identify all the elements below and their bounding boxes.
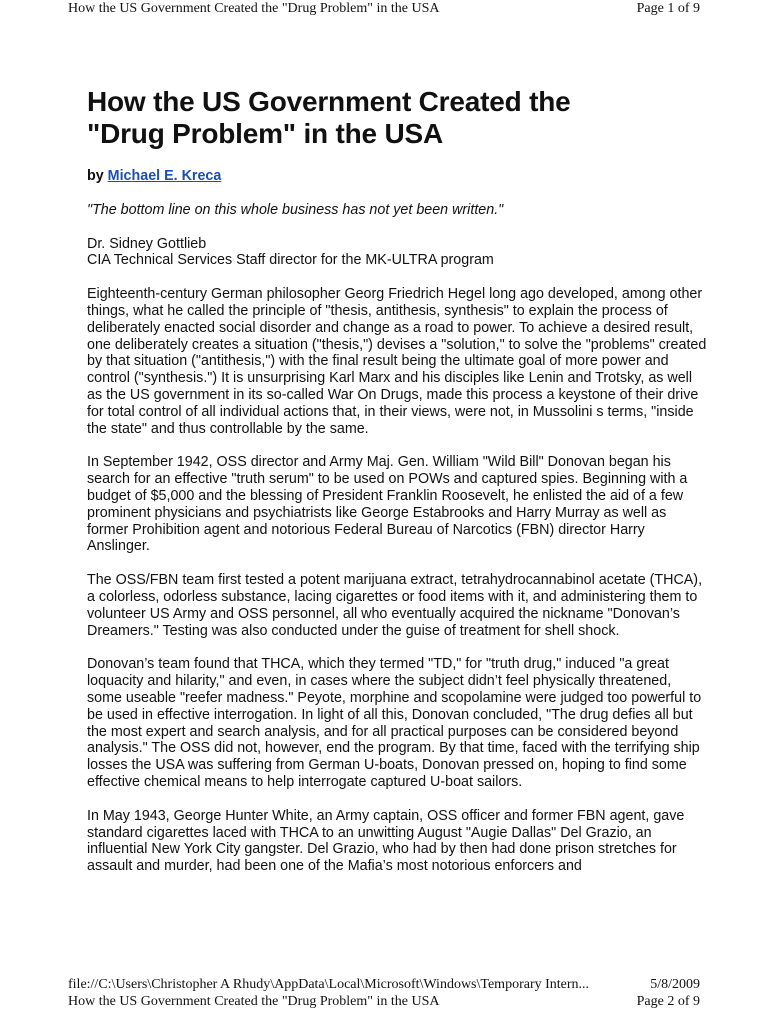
paragraph-1: Eighteenth-century German philosopher Georg Friedrich Hegel long ago developed, among other things, what he called the principle of "thesis, antithesis, synthesis" to explain the process of deliberately enacted social disorder and change as a road to power. To achieve a desired result, one deliberately creates a situation ("thesis,") devises a "solution," to solve the "problems" created by that situation ("antithesis,") with the final result being the ultimate goal of more power and control ("synthesis.") It is unsurprising Karl Marx and his disciples like Lenin and Trotsky, as well as the US government in its so-called War On Drugs, made this process a keystone of their drive for total control of all individual actions that, in their views, were not, in Mussolini s terms, "inside the state" and thus controllable by the same. (87, 286, 707, 437)
header-page-number: Page 1 of 9 (636, 1, 700, 16)
attribution-name: Dr. Sidney Gottlieb (87, 235, 207, 252)
paragraph-3: The OSS/FBN team first tested a potent marijuana extract, tetrahydrocannabinol acetate (THCA), a colorless, odorless substance, lacing cigarettes or food items with it, and administering them to volunteer US Army and OSS personnel, all who eventually acquired the nickname "Donovan’s Dreamers." Testing was also conducted under the guise of treatment for shell shock. (87, 572, 703, 639)
next-page-number: Page 2 of 9 (636, 994, 700, 1009)
paragraph-5: In May 1943, George Hunter White, an Army captain, OSS officer and former FBN agent, gave standard cigarettes laced with THCA to an unwitting August "Augie Dallas" Del Grazio, an influential New York City gangster. Del Grazio, who had by then had done prison stretches for assault and murder, had been one of the Mafia’s most notorious enforcers and (87, 807, 685, 875)
footer-date: 5/8/2009 (650, 977, 700, 992)
byline (87, 168, 707, 185)
footer-file-path: file://C:\Users\Christopher A Rhudy\AppData\Local\Microsoft\Windows\Temporary Intern... (68, 977, 590, 992)
next-page-header (68, 994, 700, 1010)
next-page-title: How the US Government Created the "Drug Problem" in the USA (68, 994, 440, 1009)
epigraph-quote: "The bottom line on this whole business has not yet been written." (87, 201, 504, 218)
header-title: How the US Government Created the "Drug Problem" in the USA (68, 1, 440, 16)
footer-path-row (68, 977, 700, 993)
article-title (87, 86, 707, 150)
by-label: by (87, 168, 104, 184)
paragraph-2: In September 1942, OSS director and Army Maj. Gen. William "Wild Bill" Donovan began his search for an effective "truth serum" to be used on POWs and captured spies. Beginning with a budget of $5,000 and the blessing of President Franklin Roosevelt, he enlisted the aid of a few prominent physicians and psychiatrists like George Estabrooks and Harry Murray as well as former Prohibition agent and notorious Federal Bureau of Narcotics (FBN) director Harry Anslinger. (87, 454, 688, 555)
article-title-line2: "Drug Problem" in the USA (87, 118, 444, 149)
page-header (68, 1, 700, 17)
article (87, 86, 707, 892)
article-title-line1: How the US Government Created the (87, 86, 571, 117)
quote-attribution (87, 236, 707, 270)
attribution-role: CIA Technical Services Staff director for the MK-ULTRA program (87, 252, 494, 269)
paragraph-4: Donovan’s team found that THCA, which they termed "TD," for "truth drug," induced "a great loquacity and hilarity," and even, in cases where the subject didn’t feel physically threatened, some useable "reefer madness." Peyote, morphine and scopolamine were judged too powerful to be used in effective interrogation. In light of all this, Donovan concluded, "The drug defies all but the most expert and search analysis, and for all practical purposes can be considered beyond analysis." The OSS did not, however, end the program. By that time, faced with the terrifying ship losses the USA was suffering from German U-boats, Donovan pressed on, hoping to find some effective chemical means to help interrogate captured U-boat sailors. (87, 656, 702, 790)
author-link[interactable]: Michael E. Kreca (107, 168, 222, 184)
